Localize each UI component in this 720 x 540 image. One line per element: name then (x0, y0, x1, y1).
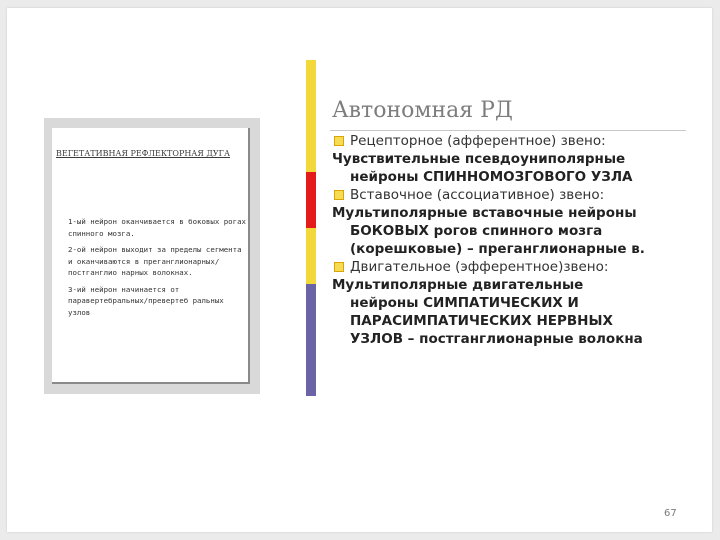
left-point-2: 2-ой нейрон выходит за пределы сегмента и оканчиваются в преганглионарных/постганглио нарных волокнах. (68, 245, 242, 277)
left-slide-points (68, 216, 248, 323)
left-point-3: 3-ий нейрон начинается от паравертебральных/превертеб ральных узлов (68, 284, 224, 317)
section-efferent-line-4: УЗЛОВ – постганглионарные волокна (350, 331, 643, 347)
color-stripe-purple (306, 284, 316, 396)
section-associative-line-3: (корешковые) – преганглионарные в. (350, 241, 645, 257)
section-receptor-heading (332, 132, 692, 150)
color-stripe-red (306, 172, 316, 228)
square-bullet-icon (334, 190, 344, 200)
section-efferent-label: Двигательное (эфферентное)звено: (350, 259, 609, 275)
section-associative-label: Вставочное (ассоциативное) звено: (350, 187, 605, 203)
section-associative-text (332, 204, 692, 258)
left-slide-thumbnail (44, 118, 260, 394)
section-efferent-line-3: ПАРАСИМПАТИЧЕСКИХ НЕРВНЫХ (350, 313, 613, 329)
left-slide-title: ВЕГЕТАТИВНАЯ РЕФЛЕКТОРНАЯ ДУГА (56, 149, 231, 158)
right-slide-title: Автономная РД (332, 98, 513, 123)
section-associative-line-1: Мультиполярные вставочные нейроны (332, 205, 637, 221)
title-underline (330, 130, 686, 131)
section-associative-heading (332, 186, 692, 204)
square-bullet-icon (334, 262, 344, 272)
section-efferent-line-2: нейроны СИМПАТИЧЕСКИХ И (350, 295, 579, 311)
right-slide (306, 60, 694, 396)
square-bullet-icon (334, 136, 344, 146)
left-point-1: 1-ый нейрон оканчивается в боковых рогах спинного мозга. (68, 217, 246, 238)
section-associative-line-2: БОКОВЫХ рогов спинного мозга (350, 223, 603, 239)
right-slide-content (332, 132, 692, 348)
color-stripe-yellow-top (306, 60, 316, 172)
section-receptor-line-1: Чувствительные псевдоуниполярные (332, 151, 626, 167)
left-slide-content (52, 128, 250, 384)
page-number: 67 (664, 508, 677, 519)
section-efferent-text (332, 276, 692, 348)
section-receptor-text (332, 150, 692, 186)
color-stripe-yellow-middle (306, 228, 316, 284)
section-receptor-line-2: нейроны СПИННОМОЗГОВОГО УЗЛА (350, 169, 633, 185)
section-efferent-line-1: Мультиполярные двигательные (332, 277, 584, 293)
section-efferent-heading (332, 258, 692, 276)
section-receptor-label: Рецепторное (афферентное) звено: (350, 133, 606, 149)
